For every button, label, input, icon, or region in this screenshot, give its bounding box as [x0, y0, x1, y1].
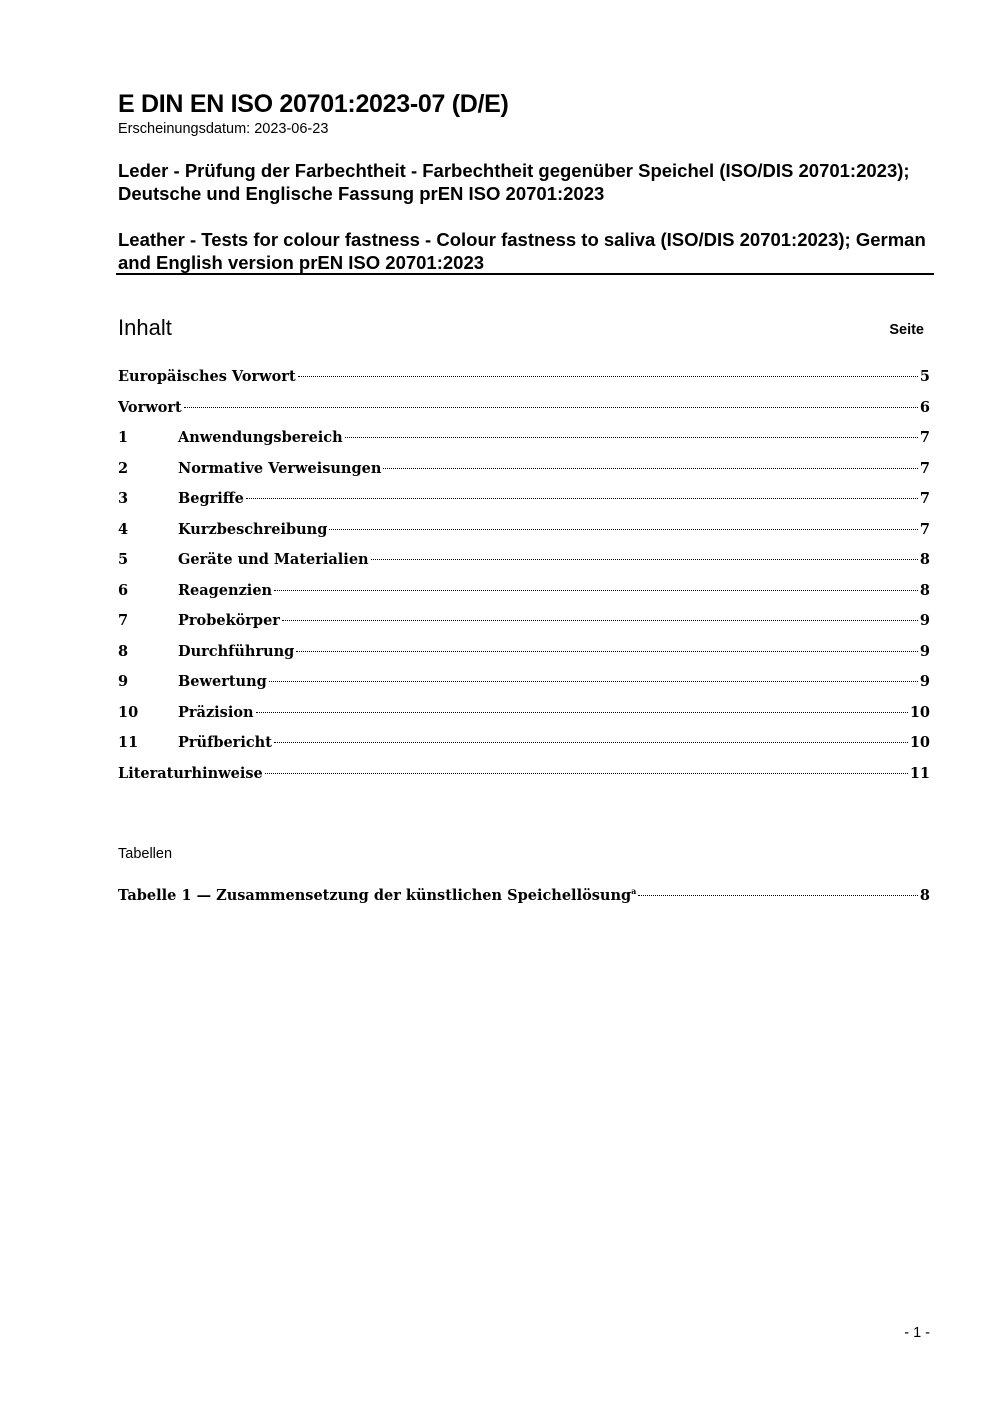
- tables-toc-entry-page: 8: [919, 886, 930, 904]
- toc-entry-number: 7: [118, 612, 129, 629]
- title-german: Leder - Prüfung der Farbechtheit - Farbechtheit gegenüber Speichel (ISO/DIS 20701:2023); Deutsche und Englische Fassung prEN ISO 20701:2023: [118, 160, 910, 204]
- toc-entry-page: 11: [909, 764, 930, 782]
- toc-entry-number: 8: [118, 642, 129, 660]
- table-of-contents: [118, 368, 930, 795]
- toc-entry-number: 4: [118, 520, 129, 538]
- title-english: Leather - Tests for colour fastness - Colour fastness to saliva (ISO/DIS 20701:2023); German and English version prEN ISO 20701:2023: [118, 229, 926, 273]
- title-divider: [116, 273, 934, 275]
- toc-heading: Inhalt: [118, 315, 172, 340]
- toc-entry-page: 8: [919, 581, 930, 599]
- toc-entry[interactable]: [118, 521, 930, 552]
- toc-entry[interactable]: [118, 490, 930, 521]
- toc-entry-title: Normative Verweisungen: [178, 459, 382, 477]
- toc-entry-number: 10: [118, 703, 139, 721]
- toc-entry-title: Bewertung: [178, 673, 267, 690]
- toc-entry[interactable]: [118, 673, 930, 704]
- toc-entry-number: 1: [118, 429, 129, 446]
- leader-dots: [329, 529, 918, 530]
- leader-dots: [383, 468, 918, 469]
- toc-entry-page: 9: [919, 673, 930, 690]
- toc-entry[interactable]: [118, 551, 930, 582]
- toc-entry-number: 3: [118, 490, 129, 507]
- toc-entry-title: Literaturhinweise: [118, 764, 263, 782]
- toc-entry-page: 5: [919, 368, 930, 385]
- leader-dots: [638, 895, 918, 896]
- toc-entry-title: Reagenzien: [178, 581, 273, 599]
- toc-entry-page: 7: [919, 459, 930, 477]
- toc-entry-page: 7: [919, 490, 930, 507]
- leader-dots: [345, 437, 918, 438]
- toc-entry-page: 8: [919, 551, 930, 568]
- toc-entry-title: Probekörper: [178, 612, 280, 629]
- leader-dots: [256, 712, 908, 713]
- leader-dots: [274, 590, 918, 591]
- toc-entry[interactable]: [118, 643, 930, 674]
- toc-entry-title: Vorwort: [118, 398, 182, 416]
- page-number: - 1 -: [904, 1325, 930, 1341]
- toc-entry[interactable]: [118, 429, 930, 460]
- leader-dots: [274, 742, 908, 743]
- toc-entry-number: 9: [118, 673, 129, 690]
- toc-entry[interactable]: [118, 582, 930, 613]
- toc-entry-title: Durchführung: [178, 642, 295, 660]
- toc-entry-number: 6: [118, 581, 129, 599]
- leader-dots: [269, 681, 918, 682]
- page-column-label: Seite: [889, 322, 924, 338]
- toc-entry-title: Prüfbericht: [178, 734, 272, 751]
- toc-entry-page: 9: [919, 612, 930, 629]
- toc-entry-number: 2: [118, 459, 129, 477]
- toc-entry-title: Anwendungsbereich: [178, 429, 343, 446]
- leader-dots: [265, 773, 908, 774]
- toc-entry-page: 10: [909, 703, 930, 721]
- toc-entry[interactable]: [118, 612, 930, 643]
- tables-toc-entry-title: Tabelle 1 — Zusammensetzung der künstlichen Speichellösung: [118, 886, 632, 904]
- toc-entry-page: 6: [919, 398, 930, 416]
- toc-entry[interactable]: [118, 399, 930, 430]
- toc-entry-page: 7: [919, 520, 930, 538]
- toc-entry-page: 7: [919, 429, 930, 446]
- toc-entry[interactable]: [118, 765, 930, 796]
- leader-dots: [282, 620, 918, 621]
- toc-entry-page: 9: [919, 642, 930, 660]
- leader-dots: [184, 407, 918, 408]
- leader-dots: [296, 651, 918, 652]
- toc-entry-title: Präzision: [178, 703, 254, 721]
- leader-dots: [246, 498, 918, 499]
- document-id: E DIN EN ISO 20701:2023-07 (D/E): [118, 90, 509, 118]
- toc-entry-title: Kurzbeschreibung: [178, 520, 328, 538]
- toc-entry[interactable]: [118, 704, 930, 735]
- leader-dots: [371, 559, 918, 560]
- toc-entry-number: 11: [118, 734, 139, 751]
- tables-toc-entry[interactable]: [118, 886, 930, 917]
- toc-entry-title: Europäisches Vorwort: [118, 368, 296, 385]
- toc-entry[interactable]: [118, 460, 930, 491]
- toc-entry[interactable]: [118, 368, 930, 399]
- leader-dots: [298, 376, 918, 377]
- toc-entry-number: 5: [118, 551, 129, 568]
- toc-entry[interactable]: [118, 734, 930, 765]
- toc-entry-page: 10: [909, 734, 930, 751]
- tables-list: [118, 886, 930, 917]
- toc-entry-title: Geräte und Materialien: [178, 551, 369, 568]
- publication-date: Erscheinungsdatum: 2023-06-23: [118, 121, 329, 137]
- tables-heading: Tabellen: [118, 846, 173, 862]
- tables-toc-entry-footnote: a: [631, 886, 637, 896]
- toc-entry-title: Begriffe: [178, 490, 244, 507]
